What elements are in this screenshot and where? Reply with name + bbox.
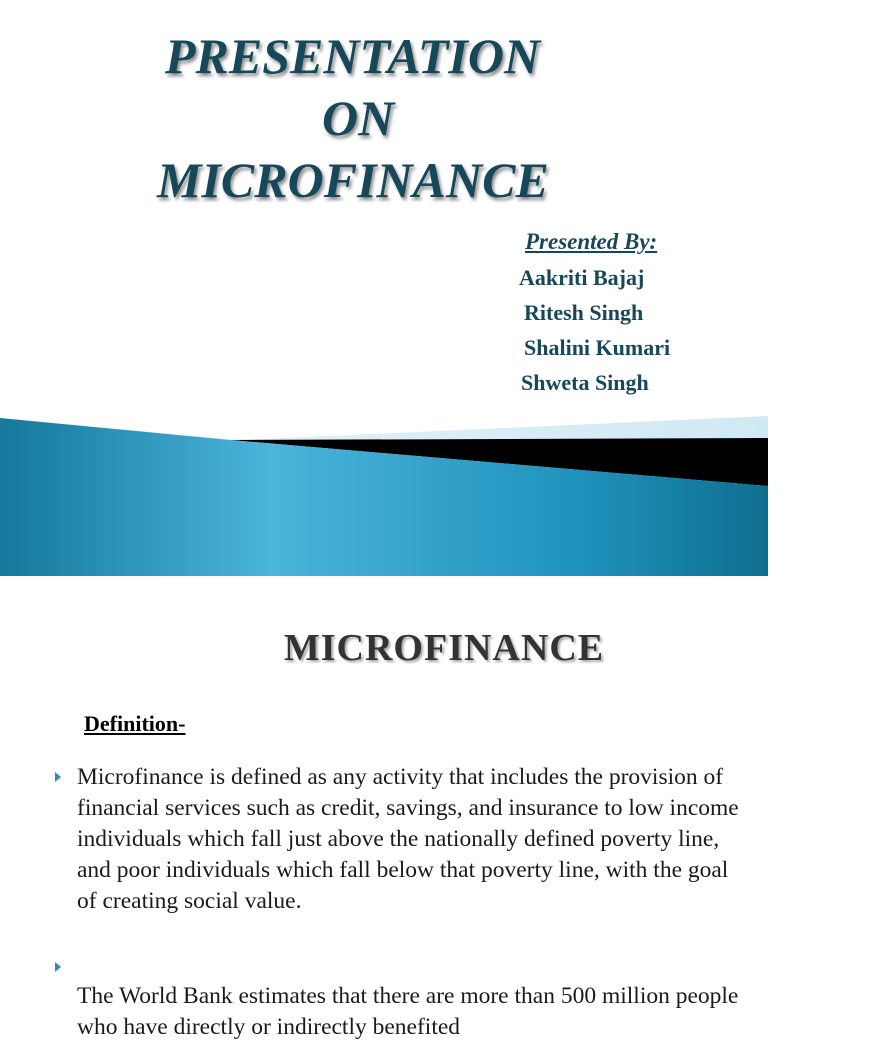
definition-label: Definition- [84, 711, 186, 736]
title-line-microfinance: MICROFINANCE [157, 152, 549, 208]
bullet-arrow-icon [55, 962, 61, 972]
presented-by-label: Presented By: [525, 229, 658, 254]
presenter-name: Ritesh Singh [524, 300, 644, 325]
decorative-wave-band [0, 400, 768, 576]
bullet-arrow-icon [55, 772, 61, 782]
bullet-item [55, 762, 745, 917]
bullet-item [55, 981, 745, 1043]
bullet-text: The World Bank estimates that there are more than 500 million people who have directly or indirectly benefited [77, 983, 739, 1040]
title-slide [0, 0, 768, 576]
title-line-on: ON [322, 90, 395, 146]
slide-title: MICROFINANCE [283, 627, 605, 669]
title-line-presentation: PRESENTATION [165, 28, 541, 84]
bullet-text: Microfinance is defined as any activity that includes the provision of financial services such as credit, savings, and insurance to low income individuals which fall just above the nationally defined poverty line, and poor individuals which fall below that poverty line, with the goal of creating social value. [77, 764, 739, 914]
presenter-name: Shweta Singh [521, 370, 649, 395]
presenter-name: Aakriti Bajaj [519, 265, 645, 290]
presenter-name: Shalini Kumari [524, 335, 671, 360]
definition-slide [0, 576, 768, 1040]
